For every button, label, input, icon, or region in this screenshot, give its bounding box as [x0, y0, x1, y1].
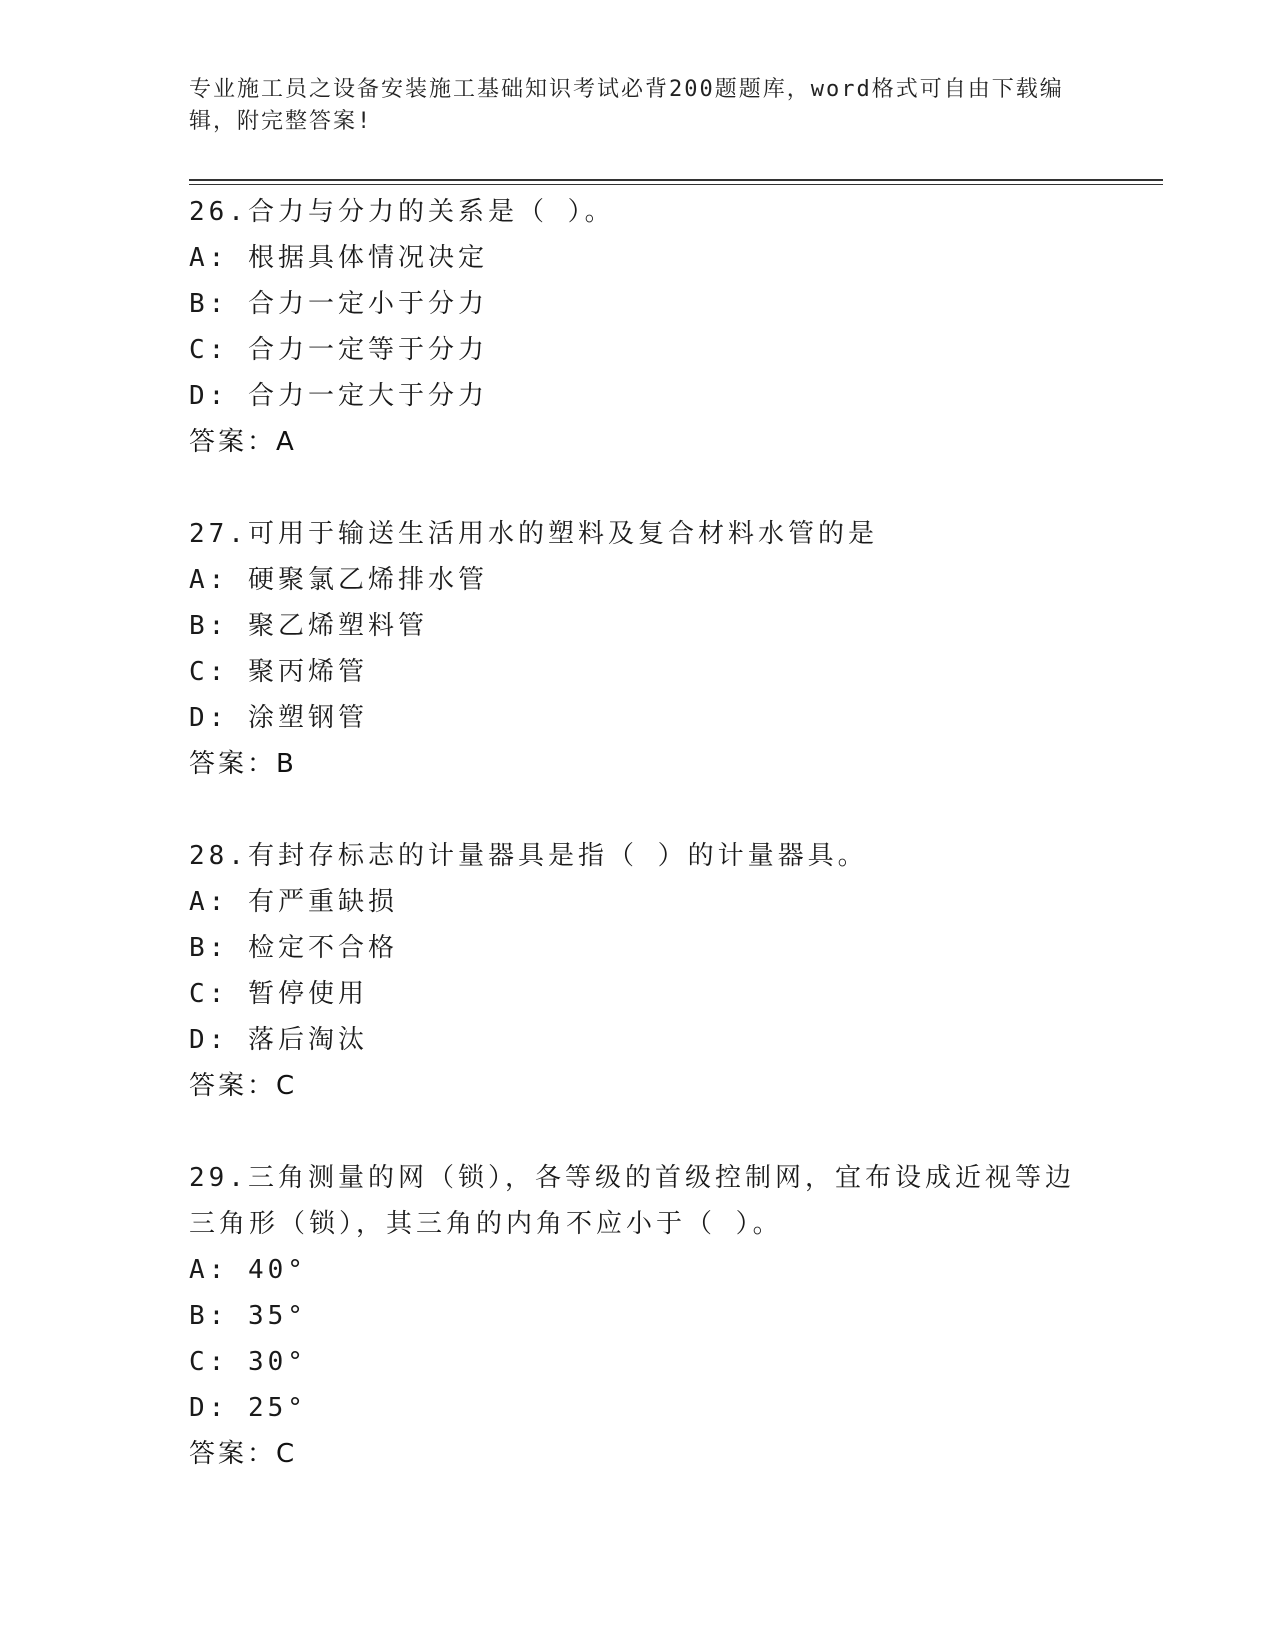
question-28 [189, 833, 1089, 1109]
option-d: D: 合力一定大于分力 [189, 381, 488, 411]
option-a: A: 40° [189, 1255, 307, 1285]
option-d: D: 涂塑钢管 [189, 703, 368, 733]
question-stem: 27.可用于输送生活用水的塑料及复合材料水管的是 [189, 519, 878, 549]
option-b: B: 35° [189, 1301, 307, 1331]
option-a: A: 硬聚氯乙烯排水管 [189, 565, 488, 595]
option-d: D: 25° [189, 1393, 307, 1423]
question-26 [189, 189, 1089, 465]
option-a: A: 根据具体情况决定 [189, 243, 488, 273]
option-c: C: 聚丙烯管 [189, 657, 368, 687]
answer-label: 答案：C [189, 1439, 298, 1469]
option-b: B: 聚乙烯塑料管 [189, 611, 428, 641]
answer-label: 答案：A [189, 427, 297, 457]
answer-label: 答案：B [189, 749, 297, 779]
question-27 [189, 511, 1089, 787]
option-d: D: 落后淘汰 [189, 1025, 368, 1055]
question-stem: 29.三角测量的网（锁），各等级的首级控制网，宜布设成近视等边三角形（锁），其三角的内角不应小于（ ）。 [189, 1163, 1075, 1239]
header-divider-thin [189, 184, 1163, 185]
question-stem: 28.有封存标志的计量器具是指（ ）的计量器具。 [189, 841, 868, 871]
option-b: B: 检定不合格 [189, 933, 398, 963]
question-stem: 26.合力与分力的关系是（ ）。 [189, 197, 615, 227]
document-header: 专业施工员之设备安装施工基础知识考试必背200题题库，word格式可自由下载编辑，附完整答案! [189, 77, 1064, 134]
question-list [189, 189, 1089, 1477]
option-c: C: 30° [189, 1347, 307, 1377]
answer-label: 答案：C [189, 1071, 298, 1101]
option-b: B: 合力一定小于分力 [189, 289, 488, 319]
header-divider-thick [189, 179, 1163, 181]
question-29 [189, 1155, 1089, 1477]
option-a: A: 有严重缺损 [189, 887, 398, 917]
option-c: C: 暂停使用 [189, 979, 368, 1009]
option-c: C: 合力一定等于分力 [189, 335, 488, 365]
